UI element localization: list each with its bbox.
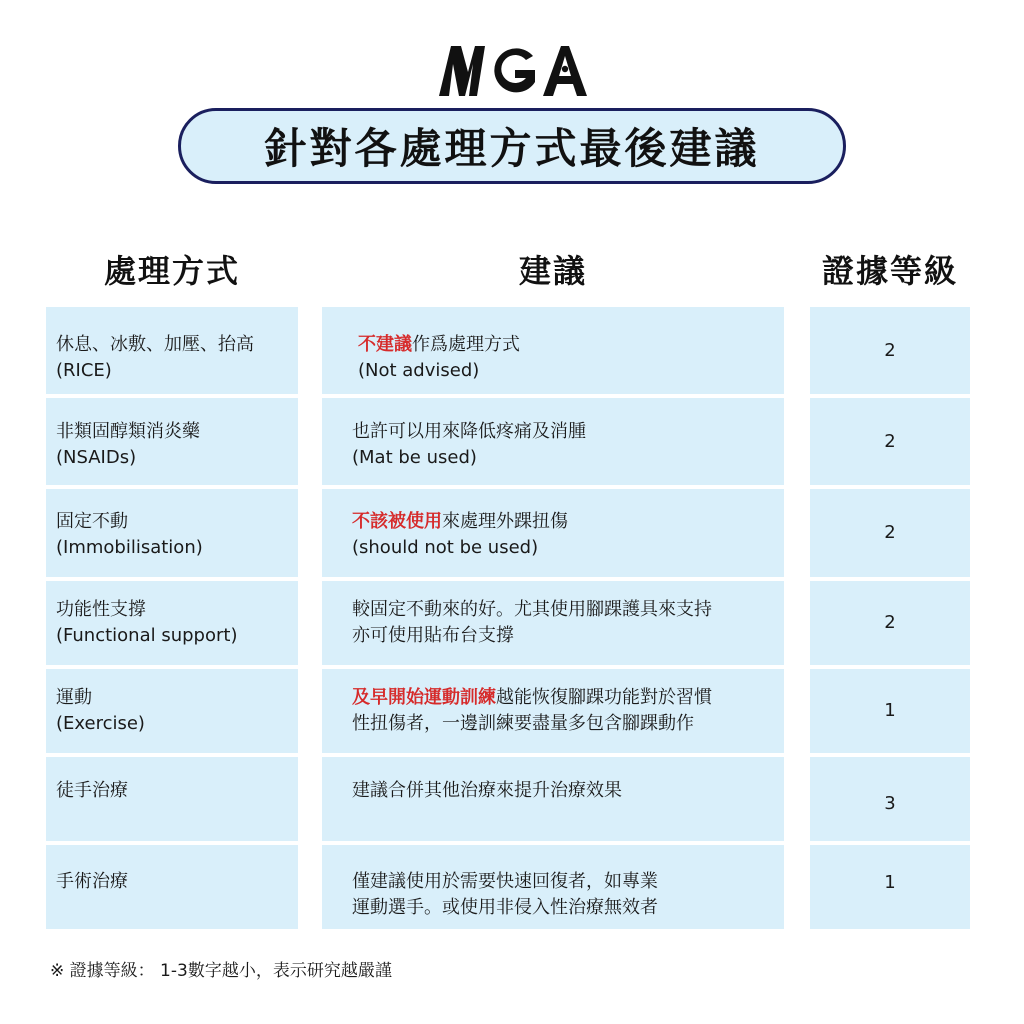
evidence-level: 2: [884, 430, 896, 452]
treatment-name: 非類固醇類消炎藥: [56, 421, 200, 442]
footnote: ※ 證據等級： 1-3數字越小，表示研究越嚴謹: [50, 961, 392, 981]
evidence-level: 2: [884, 612, 896, 633]
treatment-name: 休息、冰敷、加壓、抬高: [56, 334, 254, 355]
treatment-english: (NSAIDs): [56, 447, 137, 468]
recommendation-text: 作爲處理方式: [412, 334, 520, 355]
recommendation-cell: [322, 398, 784, 485]
recommendation-cell: [322, 845, 784, 929]
evidence-cell: [810, 581, 970, 665]
evidence-cell: [810, 398, 970, 485]
recommendation-text: (should not be used): [352, 537, 539, 558]
treatment-english: (RICE): [56, 360, 112, 381]
evidence-cell: [810, 669, 970, 753]
recommendation-highlight: 及早開始運動訓練: [352, 687, 496, 708]
evidence-cell: [810, 307, 970, 394]
treatment-cell: [46, 398, 298, 485]
treatment-name: 功能性支撐: [56, 599, 146, 620]
treatment-cell: [46, 757, 298, 841]
treatment-name: 徒手治療: [56, 780, 128, 801]
header-evidence: 證據等級: [821, 252, 958, 290]
evidence-cell: [810, 489, 970, 577]
recommendation-cell: [322, 581, 784, 665]
treatment-cell: [46, 581, 298, 665]
recommendation-text: 來處理外踝扭傷: [442, 511, 568, 532]
evidence-level: 2: [884, 522, 896, 543]
recommendation-text: 僅建議使用於需要快速回復者，如專業: [352, 871, 658, 892]
recommendation-text: 性扭傷者，一邊訓練要盡量多包含腳踝動作: [352, 713, 694, 734]
recommendation-text: 運動選手。或使用非侵入性治療無效者: [352, 897, 658, 918]
brand-logo: [0, 42, 1024, 98]
treatment-cell: [46, 307, 298, 394]
mga-logo-icon: [437, 42, 587, 98]
evidence-level: 3: [884, 793, 896, 814]
recommendation-highlight: 不該被使用: [352, 511, 442, 532]
recommendation-cell: [322, 757, 784, 841]
treatment-name: 手術治療: [56, 871, 128, 892]
recommendation-text: 建議合併其他治療來提升治療效果: [352, 780, 622, 801]
recommendation-cell: [322, 489, 784, 577]
recommendation-text: (Not advised): [358, 360, 480, 381]
treatment-cell: [46, 489, 298, 577]
treatment-english: (Immobilisation): [56, 537, 203, 558]
recommendation-text: 亦可使用貼布台支撐: [352, 625, 514, 646]
page-title: 針對各處理方式最後建議: [264, 124, 760, 173]
recommendation-highlight: 不建議: [358, 334, 412, 355]
recommendation-text: 越能恢復腳踝功能對於習慣: [496, 687, 712, 708]
treatment-cell: [46, 845, 298, 929]
title-banner: [178, 108, 846, 184]
evidence-cell: [810, 845, 970, 929]
treatment-cell: [46, 669, 298, 753]
treatment-name: 運動: [56, 687, 92, 708]
recommendation-text: 較固定不動來的好。尤其使用腳踝護具來支持: [352, 599, 712, 620]
header-recommendation: 建議: [518, 252, 587, 290]
treatment-english: (Functional support): [56, 625, 238, 646]
recommendation-cell: [322, 669, 784, 753]
header-treatment: 處理方式: [103, 252, 240, 290]
recommendation-text: (Mat be used): [352, 447, 477, 468]
treatment-english: (Exercise): [56, 713, 145, 734]
recommendation-text: 也許可以用來降低疼痛及消腫: [352, 421, 586, 442]
evidence-level: 1: [884, 872, 896, 893]
evidence-level: 1: [884, 700, 896, 721]
treatment-name: 固定不動: [56, 511, 128, 532]
recommendation-cell: [322, 307, 784, 394]
evidence-level: 2: [884, 339, 896, 361]
evidence-cell: [810, 757, 970, 841]
